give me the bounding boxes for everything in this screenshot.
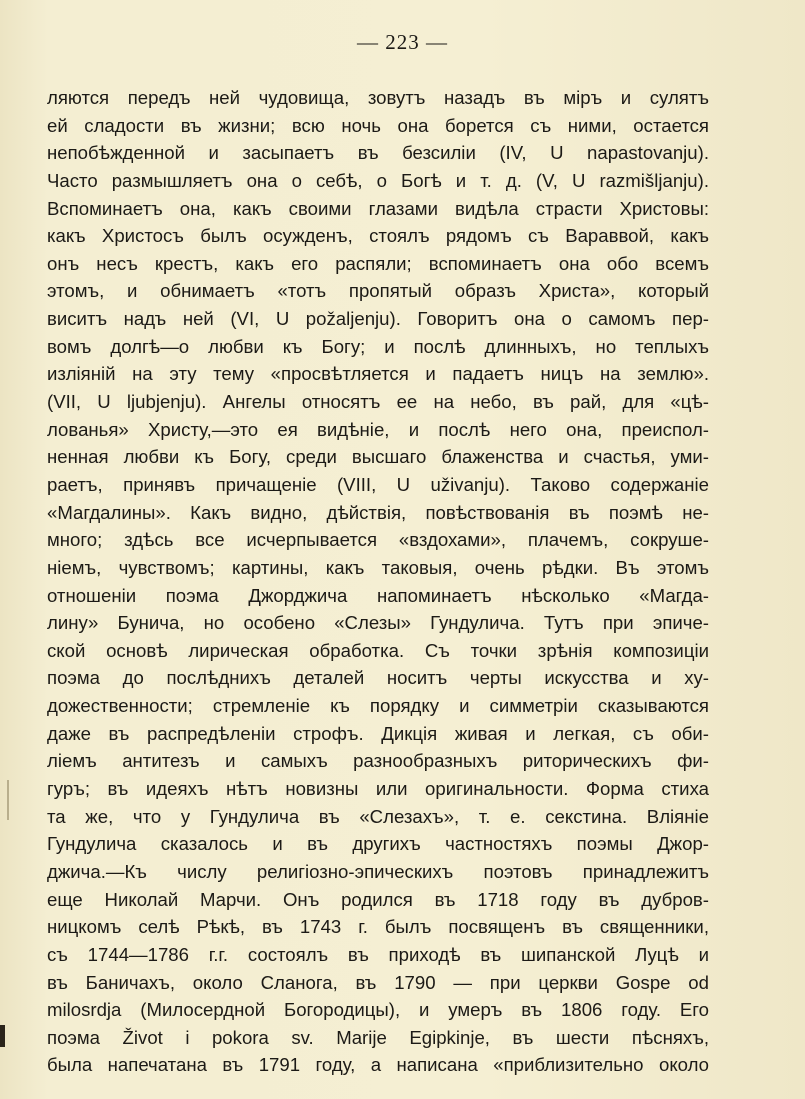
margin-mark [7, 780, 9, 820]
text-line: съ 1744—1786 г.г. состоялъ въ приходѣ въ шипанской Луцѣ и [47, 943, 709, 965]
text-line: онъ несъ крестъ, какъ его распяли; вспоминаетъ она обо всемъ [47, 252, 709, 274]
text-line: та же, что у Гундулича въ «Слезахъ», т. е. секстина. Вліяніе [47, 805, 709, 827]
text-line: въ Баничахъ, около Сланога, въ 1790 — при церкви Gospe od [47, 971, 709, 993]
text-line: даже въ распредѣленіи строфъ. Дикція живая и легкая, съ оби- [47, 722, 709, 744]
text-line: лину» Бунича, но особено «Слезы» Гундулича. Тутъ при эпиче- [47, 612, 709, 634]
text-line: раетъ, принявъ причащеніе (VIII, U uživanju). Таково содержаніе [47, 473, 709, 495]
text-line: этомъ, и обнимаетъ «тотъ пропятый образъ Христа», который [47, 280, 709, 302]
text-line: ліемъ антитезъ и самыхъ разнообразныхъ риторическихъ фи- [47, 750, 709, 772]
text-line: непобѣжденной и засыпаетъ въ безсиліи (IV, U napastovanju). [47, 142, 709, 164]
text-line: поэма до послѣднихъ деталей носитъ черты искусства и ху- [47, 667, 709, 689]
text-line: виситъ надъ ней (VI, U požaljenju). Говоритъ она о самомъ пер- [47, 308, 709, 330]
text-line: еще Николай Марчи. Онъ родился въ 1718 году въ дубров- [47, 888, 709, 910]
text-line: milosrdja (Милосердной Богородицы), и умеръ въ 1806 году. Его [47, 999, 709, 1021]
text-line: поэма Život i pokora sv. Marije Egipkinje, въ шести пѣсняхъ, [47, 1026, 709, 1048]
text-line: ей сладости въ жизни; всю ночь она борется съ ними, остается [47, 114, 709, 136]
text-line: ляются передъ ней чудовища, зовутъ назадъ въ міръ и сулятъ [47, 87, 709, 108]
text-line: джича.—Къ числу религіозно-эпическихъ поэтовъ принадлежитъ [47, 860, 709, 882]
text-line: вомъ долгѣ—о любви къ Богу; и послѣ длинныхъ, но теплыхъ [47, 335, 709, 357]
text-line: ской основѣ лирическая обработка. Съ точки зрѣнія композиціи [47, 639, 709, 661]
text-line: много; здѣсь все исчерпывается «вздохами», плачемъ, сокруше- [47, 529, 709, 551]
text-line: гуръ; въ идеяхъ нѣтъ новизны или оригинальности. Форма стиха [47, 778, 709, 800]
text-line: ніемъ, чувствомъ; картины, какъ таковыя, очень рѣдки. Въ этомъ [47, 556, 709, 578]
text-line: ненная любви къ Богу, среди высшаго блаженства и счастья, уми- [47, 446, 709, 468]
text-line: Вспоминаетъ она, какъ своими глазами видѣла страсти Христовы: [47, 197, 709, 219]
text-line: ницкомъ селѣ Рѣкѣ, въ 1743 г. былъ посвященъ въ священники, [47, 916, 709, 938]
text-line: лованья» Христу,—это ея видѣніе, и послѣ него она, преиспол- [47, 418, 709, 440]
body-text [47, 84, 709, 1079]
text-line: Часто размышляетъ она о себѣ, о Богѣ и т. д. (V, U razmišljanju). [47, 169, 709, 191]
text-line: изліяній на эту тему «просвѣтляется и падаетъ ницъ на землю». [47, 363, 709, 385]
text-line: дожественности; стремленіе къ порядку и симметріи сказываются [47, 695, 709, 717]
text-line: отношеніи поэма Джорджича напоминаетъ нѣсколько «Магда- [47, 584, 709, 606]
text-line: была напечатана въ 1791 году, а написана «приблизительно около [47, 1054, 709, 1076]
margin-mark [0, 1025, 5, 1047]
page-number: — 223 — [357, 30, 448, 54]
text-line: Гундулича сказалось и въ другихъ частностяхъ поэмы Джор- [47, 833, 709, 855]
text-line: «Магдалины». Какъ видно, дѣйствія, повѣствованія въ поэмѣ не- [47, 501, 709, 523]
text-line: (VII, U ljubjenju). Ангелы относятъ ее на небо, въ рай, для «цѣ- [47, 391, 709, 413]
text-line: какъ Христосъ былъ осужденъ, стоялъ рядомъ съ Вараввой, какъ [47, 225, 709, 247]
